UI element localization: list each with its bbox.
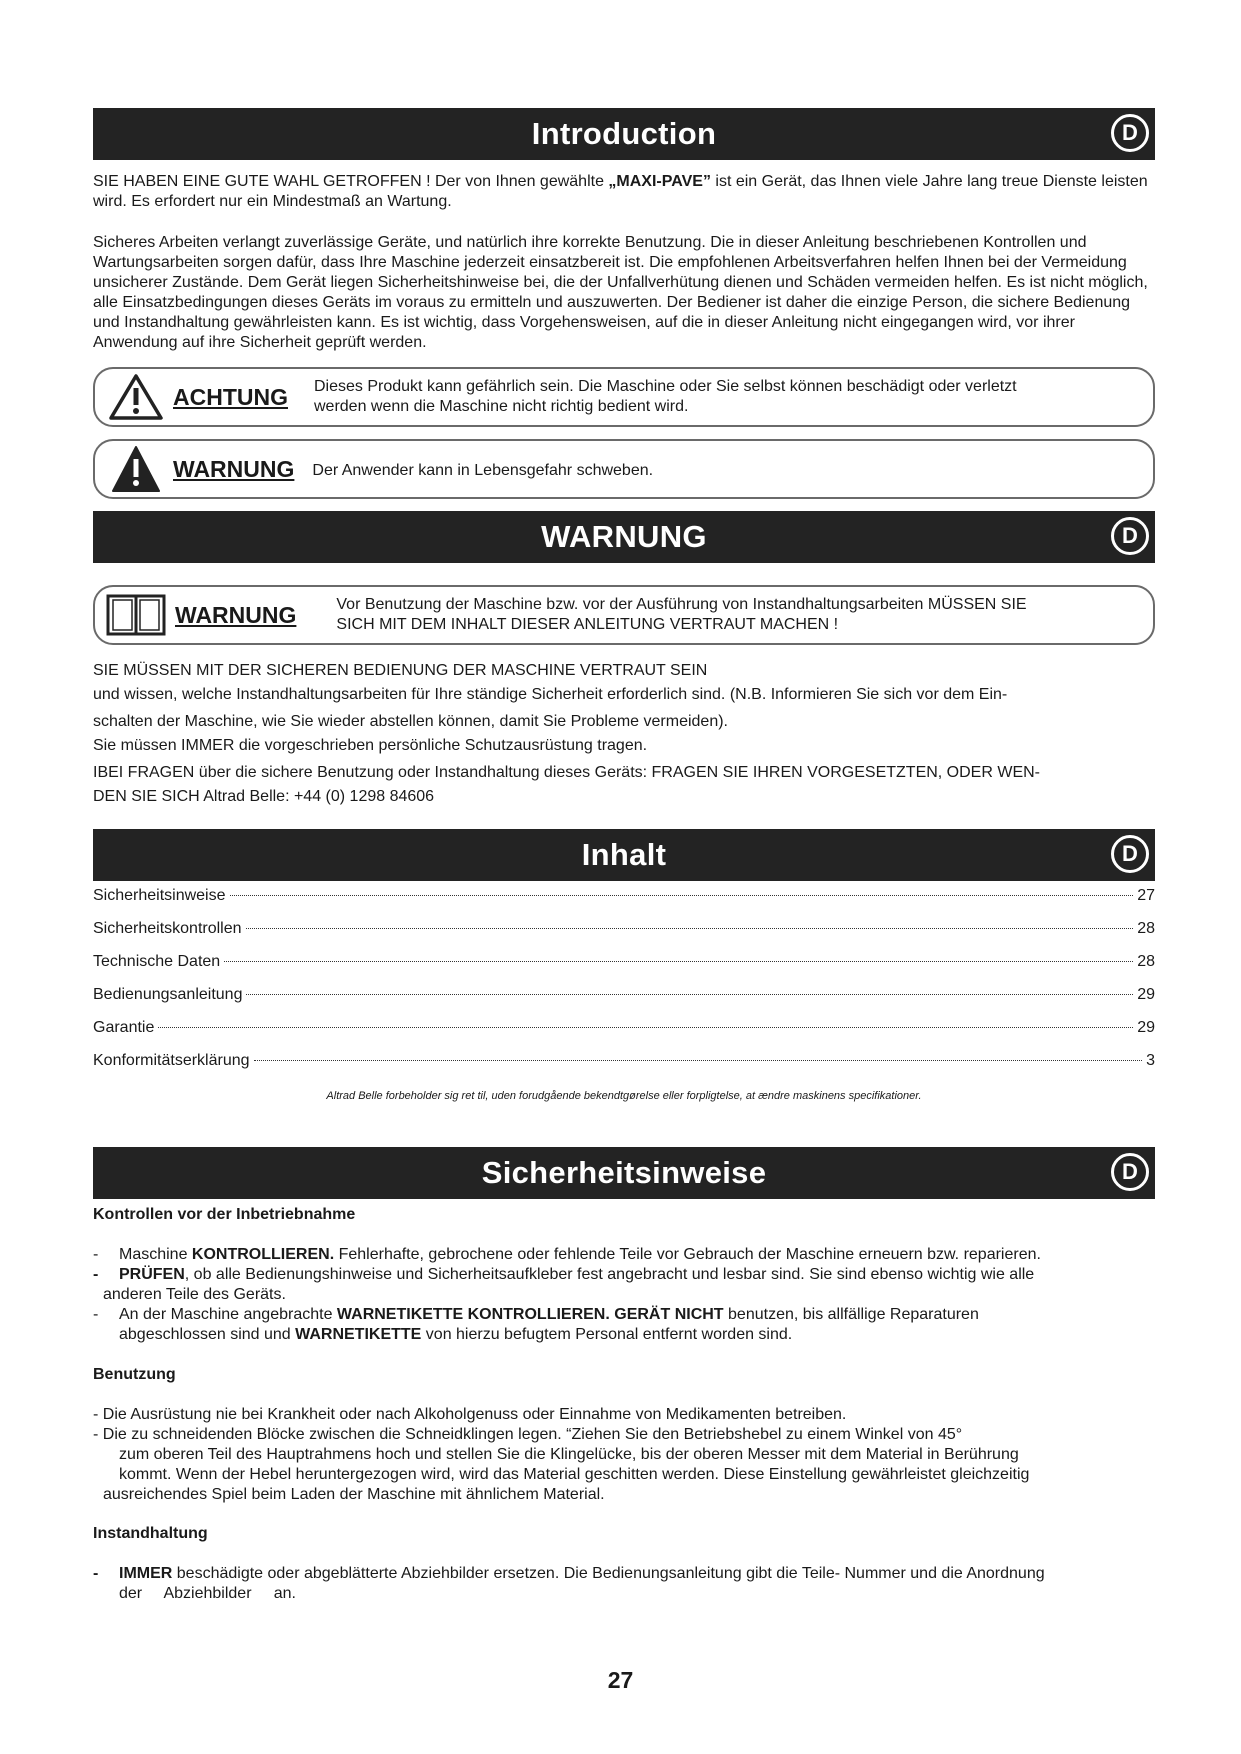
list-item-continuation: ausreichendes Spiel beim Laden der Maschine mit ähnlichem Material. (103, 1486, 605, 1503)
intro-paragraph-2: Sicheres Arbeiten verlangt zuverlässige Geräte, und natürlich ihre korrekte Benutzung. Die in dieser Anleitung beschriebenen Kontrollen und Wartungsarbeiten sorgen dafür, dass Ihre Maschine jederzeit einsatzbereit ist. Die empfohlenen Arbeitsverfahren helfen Ihnen bei der Vermeidung unsicherer Zustände. Dem Gerät liegen Sicherheitshinweise bei, die der Unfallverhütung dienen und Schäden vermeiden helfen. Es ist nicht möglich, alle Einsatzbedingungen dieses Geräts im voraus zu ermitteln und auszuwerten. Der Bediener ist daher die einzige Person, die sichere Bedienung und Instandhaltung gewährleisten kann. Es ist wichtig, dass Vorgehensweisen, auf die in dieser Anleitung nicht eingegangen wird, vor ihrer Anwendung auf ihre Sicherheit geprüft werden. (93, 234, 1148, 351)
warning-triangle-icon (105, 444, 167, 494)
toc-label: Sicherheitskontrollen (93, 920, 242, 937)
inhalt-header (93, 829, 1155, 881)
warnung-text (93, 659, 1155, 809)
manual-warning-message: Vor Benutzung der Maschine bzw. vor der Ausführung von Instandhaltungsarbeiten MÜSSEN SIE SICH MIT DEM INHALT DIESER ANLEITUNG VERTRAUT MACHEN ! (336, 596, 1027, 633)
language-badge-icon: D (1111, 517, 1149, 555)
sicherheitsinweise-title: Sicherheitsinweise (481, 1155, 767, 1190)
introduction-header (93, 108, 1155, 160)
toc-leader-dots (246, 994, 1133, 995)
list-item: - Maschine KONTROLLIEREN. Fehlerhafte, gebrochene oder fehlende Teile vor Gebrauch der Maschine erneuern bzw. reparieren. (93, 1246, 1041, 1263)
list-item: - Die Ausrüstung nie bei Krankheit oder nach Alkoholgenuss oder Einnahme von Medikamenten betreiben. (93, 1406, 847, 1423)
language-badge-icon: D (1111, 1153, 1149, 1191)
warnung-line: schalten der Maschine, wie Sie wieder abstellen können, damit Sie Probleme vermeiden). (93, 713, 728, 730)
list-item-continuation: zum oberen Teil des Hauptrahmens hoch und stellen Sie die Klingelücke, bis der oberen Messer mit dem Material in Berührung (119, 1446, 1019, 1463)
warnung-title: WARNUNG (541, 519, 707, 554)
subheading-kontrollen: Kontrollen vor der Inbetriebnahme (93, 1206, 356, 1223)
toc-entry (93, 953, 1155, 986)
toc-label: Sicherheitsinweise (93, 887, 226, 904)
warnung-line: DEN SIE SICH Altrad Belle: +44 (0) 1298 84606 (93, 788, 435, 805)
warnung-label: WARNUNG (173, 455, 295, 482)
achtung-message: Dieses Produkt kann gefährlich sein. Die Maschine oder Sie selbst können beschädigt oder verletzt werden wenn die Maschine nicht richtig bedient wird. (314, 378, 1017, 415)
toc-leader-dots (158, 1027, 1133, 1028)
toc-page: 3 (1146, 1052, 1155, 1069)
disclaimer-note: Altrad Belle forbeholder sig ret til, uden forudgående bekendtgørelse eller forpligtelse, at ændre maskinens specifikationer. (326, 1090, 922, 1102)
warnung-line: und wissen, welche Instandhaltungsarbeiten für Ihre ständige Sicherheit erforderlich sind. (N.B. Informieren Sie sich vor dem Ein- (93, 686, 1008, 703)
toc-page: 28 (1137, 953, 1155, 970)
toc-label: Garantie (93, 1019, 155, 1036)
toc-leader-dots (230, 895, 1134, 896)
toc-entry (93, 1019, 1155, 1052)
caution-triangle-icon (105, 372, 167, 422)
list-item-continuation: der Abziehbilder an. (119, 1585, 296, 1602)
toc-page: 27 (1137, 887, 1155, 904)
toc-entry (93, 1052, 1155, 1085)
list-item: - IMMER beschädigte oder abgeblätterte Abziehbilder ersetzen. Die Bedienungsanleitung gibt die Teile- Nummer und die Anordnung (93, 1565, 1045, 1582)
list-item-continuation: abgeschlossen sind und WARNETIKETTE von hierzu befugtem Personal entfernt worden sind. (119, 1326, 793, 1343)
toc-leader-dots (254, 1060, 1143, 1061)
warnung-line: SIE MÜSSEN MIT DER SICHEREN BEDIENUNG DER MASCHINE VERTRAUT SEIN (93, 662, 708, 679)
open-book-icon (105, 590, 167, 640)
introduction-title: Introduction (531, 116, 717, 151)
toc-label: Bedienungsanleitung (93, 986, 243, 1003)
warnung-line: Sie müssen IMMER die vorgeschrieben persönliche Schutzausrüstung tragen. (93, 737, 648, 754)
list-item-continuation: anderen Teile des Geräts. (103, 1286, 286, 1303)
language-badge-icon: D (1111, 114, 1149, 152)
achtung-box (93, 367, 1155, 427)
inhalt-title: Inhalt (581, 837, 667, 872)
toc-entry (93, 986, 1155, 1019)
sicherheitsinweise-header (93, 1147, 1155, 1199)
toc-leader-dots (224, 961, 1133, 962)
warnung-header (93, 511, 1155, 563)
warnung-risk-box (93, 439, 1155, 499)
kontrollen-list (93, 1245, 1155, 1345)
achtung-label: ACHTUNG (173, 383, 288, 410)
toc-label: Technische Daten (93, 953, 221, 970)
benutzung-list (93, 1405, 1155, 1505)
toc-leader-dots (246, 928, 1134, 929)
list-item: - An der Maschine angebrachte WARNETIKETTE KONTROLLIEREN. GERÄT NICHT benutzen, bis allfällige Reparaturen (93, 1306, 979, 1323)
list-item: - Die zu schneidenden Blöcke zwischen die Schneidklingen legen. “Ziehen Sie den Betriebshebel zu einem Winkel von 45° (93, 1426, 963, 1443)
table-of-contents (93, 887, 1155, 1085)
toc-page: 29 (1137, 986, 1155, 1003)
list-item-continuation: kommt. Wenn der Hebel heruntergezogen wird, wird das Material geschitten werden. Diese Einstellung gewährleistet gleichzeitig (119, 1466, 1030, 1483)
manual-warning-box (93, 585, 1155, 645)
toc-label: Konformitätserklärung (93, 1052, 250, 1069)
toc-page: 29 (1137, 1019, 1155, 1036)
toc-entry (93, 887, 1155, 920)
subheading-instandhaltung: Instandhaltung (93, 1525, 208, 1542)
toc-entry (93, 920, 1155, 953)
page-content (93, 108, 1155, 1604)
instandhaltung-list (93, 1564, 1155, 1604)
list-item: - PRÜFEN, ob alle Bedienungshinweise und Sicherheitsaufkleber fest angebracht und lesbar sind. Sie sind ebenso wichtig wie alle (93, 1266, 1035, 1283)
intro-paragraph-1: SIE HABEN EINE GUTE WAHL GETROFFEN ! Der von Ihnen gewählte „MAXI-PAVE” ist ein Gerät, das Ihnen viele Jahre lang treue Dienste leisten wird. Es erfordert nur ein Mindestmaß an Wartung. (93, 173, 1148, 210)
language-badge-icon: D (1111, 835, 1149, 873)
toc-page: 28 (1137, 920, 1155, 937)
page-number: 27 (607, 1667, 634, 1693)
warnung-line: IBEI FRAGEN über die sichere Benutzung oder Instandhaltung dieses Geräts: FRAGEN SIE IHREN VORGESETZTEN, ODER WEN- (93, 764, 1041, 781)
warnung-message: Der Anwender kann in Lebensgefahr schweben. (312, 462, 654, 479)
manual-warnung-label: WARNUNG (175, 601, 297, 628)
subheading-benutzung: Benutzung (93, 1366, 176, 1383)
